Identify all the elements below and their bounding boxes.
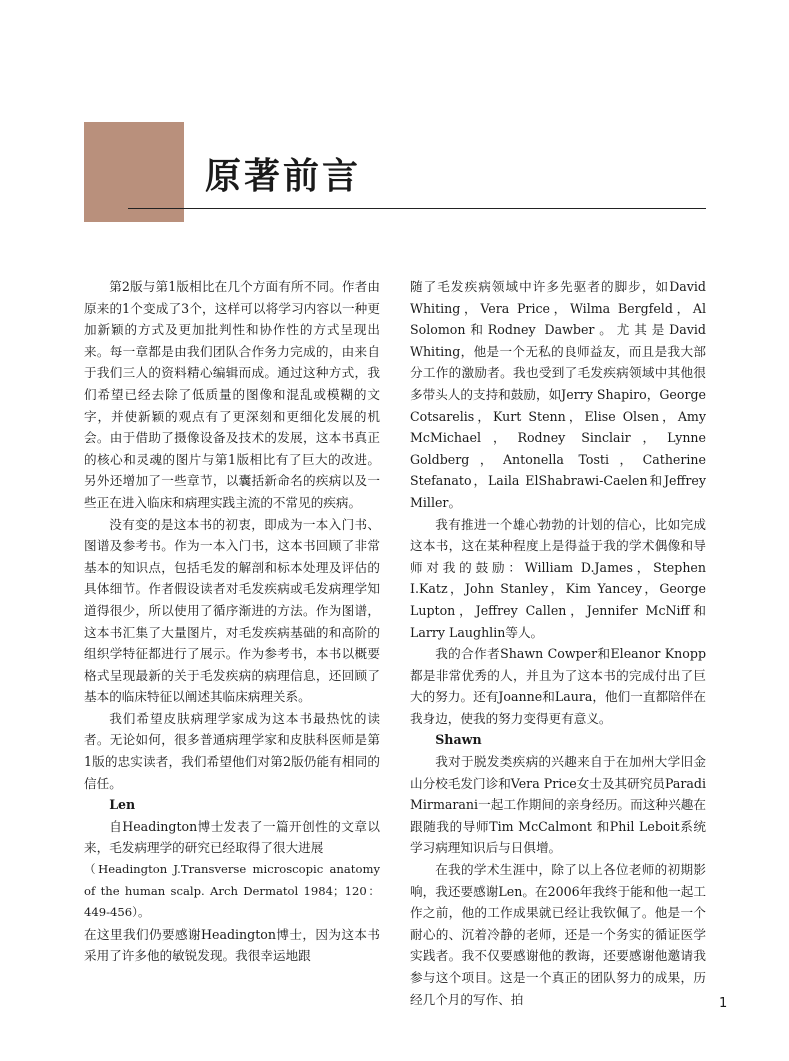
title-divider: [128, 208, 706, 209]
citation: （Headington J.Transverse microscopic anatomy of the human scalp. Arch Dermatol 1984；120：449-456）。: [84, 862, 380, 920]
paragraph: 我的合作者Shawn Cowper和Eleanor Knopp都是非常优秀的人，并且为了这本书的完成付出了巨大的努力。还有Joanne和Laura，他们一直都陪伴在我身边，使我的努力变得更有意义。: [410, 646, 706, 726]
paragraph: 我们希望皮肤病理学家成为这本书最热忱的读者。无论如何，很多普通病理学家和皮肤科医师是第1版的忠实读者，我们希望他们对第2版仍能有相同的信任。: [84, 710, 380, 791]
page-number: 1: [719, 996, 728, 1011]
left-column: [84, 276, 380, 967]
paragraph: 我对于脱发类疾病的兴趣来自于在加州大学旧金山分校毛发门诊和Vera Price女士及其研究员Paradi Mirmarani一起工作期间的亲身经历。而这种兴趣在跟随我的导师Tim McCalmont 和Phil Leboit系统学习病理知识后与日俱增。: [410, 754, 706, 856]
paragraph: 在我的学术生涯中，除了以上各位老师的初期影响，我还要感谢Len。在2006年我终于能和他一起工作之前，他的工作成果就已经让我钦佩了。他是一个耐心的、沉着冷静的老师，还是一个务实的循证医学实践者。我不仅要感谢他的教诲，还要感谢他邀请我参与这个项目。这是一个真正的团队努力的成果，历经几个月的写作、拍: [410, 862, 706, 1007]
paragraph: 我有推进一个雄心勃勃的计划的信心，比如完成这本书，这在某种程度上是得益于我的学术偶像和导师对我的鼓励：William D.James，Stephen I.Katz，John Stanley，Kim Yancey，George Lupton，Jeffrey Callen，Jennifer McNiff和Larry Laughlin等人。: [410, 516, 706, 640]
title-accent-block: [84, 122, 184, 222]
page-title: 原著前言: [205, 155, 362, 197]
paragraph: 第2版与第1版相比在几个方面有所不同。作者由原来的1个变成了3个，这样可以将学习内容以一种更加新颖的方式及更加批判性和协作性的方式呈现出来。每一章都是由我们团队合作务力完成的，由来自于我们三人的资料精心编辑而成。通过这种方式，我们希望已经去除了低质量的图像和混乱或模糊的文字，并使新颖的观点有了更深刻和更细化发展的机会。由于借助了摄像设备及技术的发展，这本书真正的核心和灵魂的图片与第1版相比有了巨大的改进。另外还增加了一些章节，以囊括新命名的疾病以及一些正在进入临床和病理实践主流的不常见的疾病。: [84, 279, 380, 510]
section-heading-shawn: Shawn: [435, 732, 482, 748]
paragraph: 自Headington博士发表了一篇开创性的文章以来，毛发病理学的研究已经取得了很大进展: [84, 818, 380, 856]
paragraph: 随了毛发疾病领域中许多先驱者的脚步，如David Whiting，Vera Price，Wilma Bergfeld，Al Solomon和Rodney Dawber。尤其是David Whiting，他是一个无私的良师益友，而且是我大部分工作的激励者。我也受到了毛发疾病领域中其他很多带头人的支持和鼓励，如Jerry Shapiro，George Cotsarelis，Kurt Stenn，Elise Olsen，Amy McMichael，Rodney Sinclair，Lynne Goldberg，Antonella Tosti，Catherine Stefanato，Laila ElShabrawi-Caelen和Jeffrey Miller。: [410, 279, 706, 510]
paragraph: 没有变的是这本书的初衷，即成为一本入门书、图谱及参考书。作为一本入门书，这本书回顾了非常基本的知识点，包括毛发的解剖和标本处理及评估的具体细节。作者假设读者对毛发疾病或毛发病理学知道得很少，所以使用了循序渐进的方法。作为图谱，这本书汇集了大量图片，对毛发疾病基础的和高阶的组织学特征都进行了展示。作为参考书，本书以概要格式呈现最新的关于毛发疾病的病理信息，还回顾了基本的临床特征以阐述其临床病理关系。: [84, 516, 380, 705]
section-heading-len: Len: [109, 797, 136, 813]
right-column: [410, 276, 706, 1010]
paragraph: 在这里我们仍要感谢Headington博士，因为这本书采用了许多他的敏锐发现。我很幸运地跟: [84, 926, 380, 964]
